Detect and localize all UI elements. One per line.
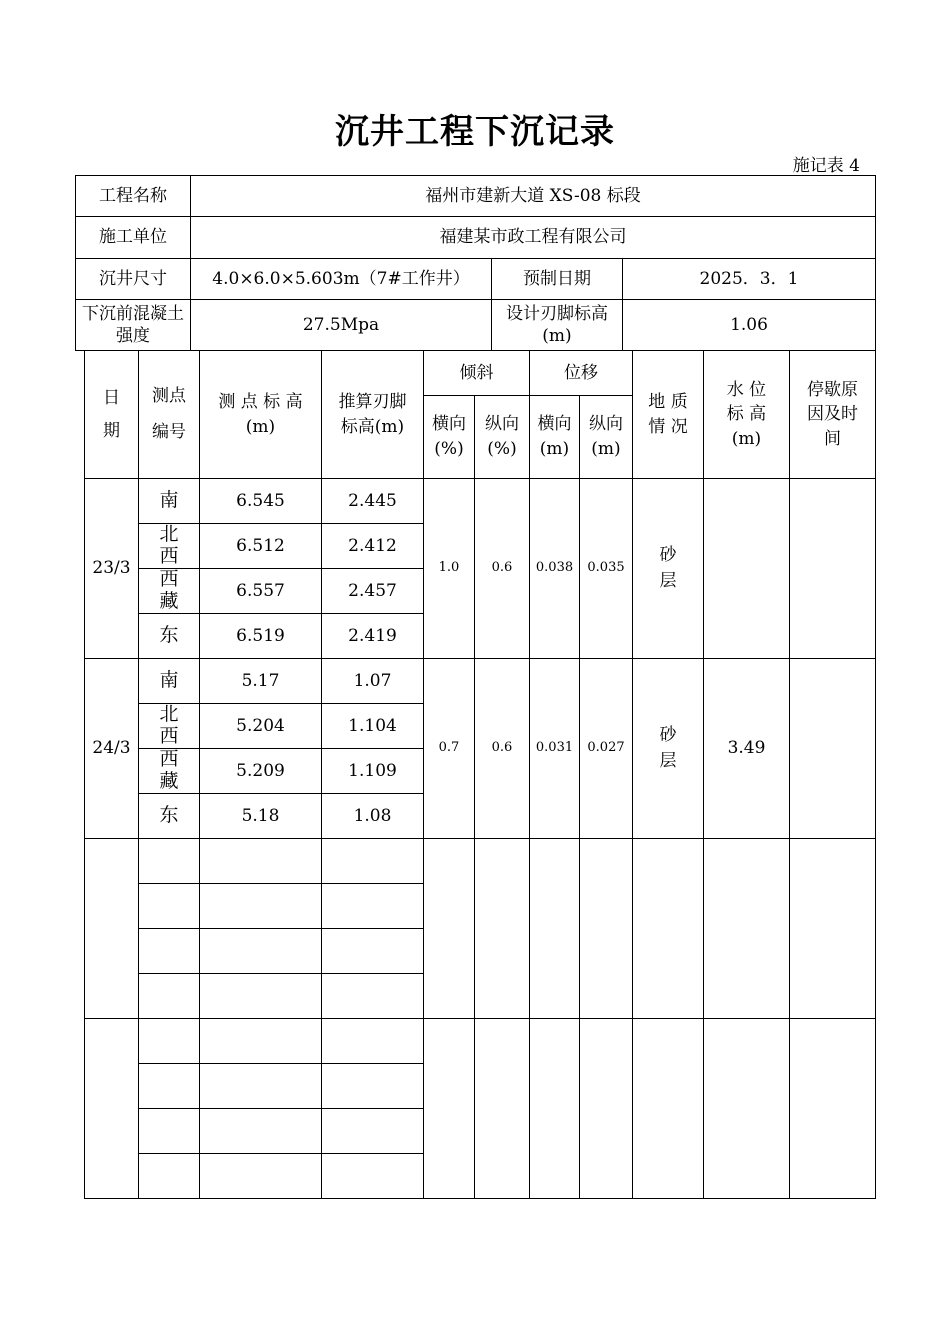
disp-horizontal: 0.038: [530, 479, 580, 659]
record-table: [84, 350, 876, 1199]
point-name: 北西: [139, 704, 200, 749]
empty-date-cell: [85, 839, 139, 1019]
empty-cell: [200, 1154, 322, 1199]
prefab-date-label: 预制日期: [492, 259, 623, 300]
empty-cell: [475, 839, 530, 1019]
header-displacement: 位移: [530, 351, 633, 396]
info-table: [75, 175, 876, 351]
empty-row: [85, 839, 876, 884]
header-disp-horizontal: 横向(m): [530, 396, 580, 479]
point-name: 西藏: [139, 569, 200, 614]
contractor-label: 施工单位: [76, 217, 191, 259]
point-name: 北西: [139, 524, 200, 569]
point-name: 南: [139, 479, 200, 524]
empty-cell: [580, 839, 633, 1019]
empty-cell: [322, 1154, 424, 1199]
header-tilt-horizontal: 横向(%): [424, 396, 475, 479]
empty-cell: [139, 929, 200, 974]
contractor-value: 福建某市政工程有限公司: [191, 217, 876, 259]
empty-cell: [322, 884, 424, 929]
empty-cell: [633, 839, 704, 1019]
calc-edge-elevation: 1.109: [322, 749, 424, 794]
header-calc-elev: 推算刃脚标高(m): [322, 351, 424, 479]
tilt-vertical: 0.6: [475, 659, 530, 839]
size-value: 4.0×6.0×5.603m（7#工作井）: [191, 259, 492, 300]
empty-cell: [580, 1019, 633, 1199]
tilt-vertical: 0.6: [475, 479, 530, 659]
disp-horizontal: 0.031: [530, 659, 580, 839]
point-name: 南: [139, 659, 200, 704]
tilt-horizontal: 0.7: [424, 659, 475, 839]
empty-cell: [704, 1019, 790, 1199]
empty-cell: [139, 1064, 200, 1109]
project-name-value: 福州市建新大道 XS-08 标段: [191, 176, 876, 217]
empty-cell: [200, 929, 322, 974]
disp-vertical: 0.027: [580, 659, 633, 839]
empty-cell: [139, 839, 200, 884]
header-disp-vertical: 纵向(m): [580, 396, 633, 479]
empty-cell: [530, 1019, 580, 1199]
empty-cell: [475, 1019, 530, 1199]
form-number: 施记表 4: [792, 156, 860, 176]
empty-cell: [424, 1019, 475, 1199]
project-name-label: 工程名称: [76, 176, 191, 217]
point-elevation: 6.545: [200, 479, 322, 524]
point-elevation: 5.17: [200, 659, 322, 704]
calc-edge-elevation: 2.412: [322, 524, 424, 569]
header-geology: 地 质 情 况: [633, 351, 704, 479]
strength-value: 27.5Mpa: [191, 300, 492, 351]
geology: 砂层: [633, 479, 704, 659]
empty-cell: [790, 1019, 876, 1199]
point-elevation: 6.519: [200, 614, 322, 659]
point-elevation: 6.512: [200, 524, 322, 569]
empty-cell: [322, 929, 424, 974]
header-tilt-vertical: 纵向(%): [475, 396, 530, 479]
tilt-horizontal: 1.0: [424, 479, 475, 659]
pause-reason: [790, 479, 876, 659]
empty-cell: [633, 1019, 704, 1199]
point-name: 西藏: [139, 749, 200, 794]
empty-cell: [790, 839, 876, 1019]
header-date: 日期: [85, 351, 139, 479]
empty-row: [85, 1019, 876, 1064]
empty-cell: [139, 884, 200, 929]
header-point-no: 测点编号: [139, 351, 200, 479]
table-row: [85, 479, 876, 524]
header-pause: 停歇原因及时间: [790, 351, 876, 479]
page-title: 沉井工程下沉记录: [335, 112, 615, 152]
empty-cell: [200, 839, 322, 884]
record-date: 24/3: [85, 659, 139, 839]
design-elev-value: 1.06: [623, 300, 876, 351]
empty-cell: [704, 839, 790, 1019]
empty-cell: [200, 884, 322, 929]
point-elevation: 5.18: [200, 794, 322, 839]
calc-edge-elevation: 2.457: [322, 569, 424, 614]
strength-label: 下沉前混凝土强度: [76, 300, 191, 351]
calc-edge-elevation: 1.07: [322, 659, 424, 704]
empty-cell: [322, 974, 424, 1019]
prefab-date-value: 2025．3．1: [623, 259, 876, 300]
empty-cell: [200, 1019, 322, 1064]
empty-cell: [322, 1109, 424, 1154]
empty-cell: [139, 974, 200, 1019]
empty-cell: [322, 839, 424, 884]
disp-vertical: 0.035: [580, 479, 633, 659]
point-elevation: 6.557: [200, 569, 322, 614]
pause-reason: [790, 659, 876, 839]
header-point-elev: 测 点 标 高 (m): [200, 351, 322, 479]
point-elevation: 5.204: [200, 704, 322, 749]
point-name: 东: [139, 614, 200, 659]
water-level: [704, 479, 790, 659]
point-name: 东: [139, 794, 200, 839]
empty-cell: [200, 1109, 322, 1154]
point-elevation: 5.209: [200, 749, 322, 794]
geology: 砂层: [633, 659, 704, 839]
record-date: 23/3: [85, 479, 139, 659]
empty-cell: [322, 1019, 424, 1064]
empty-date-cell: [85, 1019, 139, 1199]
calc-edge-elevation: 1.08: [322, 794, 424, 839]
empty-cell: [424, 839, 475, 1019]
design-elev-label: 设计刃脚标高(m): [492, 300, 623, 351]
size-label: 沉井尺寸: [76, 259, 191, 300]
empty-cell: [200, 1064, 322, 1109]
empty-cell: [139, 1019, 200, 1064]
calc-edge-elevation: 2.419: [322, 614, 424, 659]
calc-edge-elevation: 2.445: [322, 479, 424, 524]
water-level: 3.49: [704, 659, 790, 839]
calc-edge-elevation: 1.104: [322, 704, 424, 749]
empty-cell: [530, 839, 580, 1019]
empty-cell: [200, 974, 322, 1019]
empty-cell: [322, 1064, 424, 1109]
empty-cell: [139, 1109, 200, 1154]
table-row: [85, 659, 876, 704]
empty-cell: [139, 1154, 200, 1199]
header-tilt: 倾斜: [424, 351, 530, 396]
header-water-level: 水 位 标 高 (m): [704, 351, 790, 479]
